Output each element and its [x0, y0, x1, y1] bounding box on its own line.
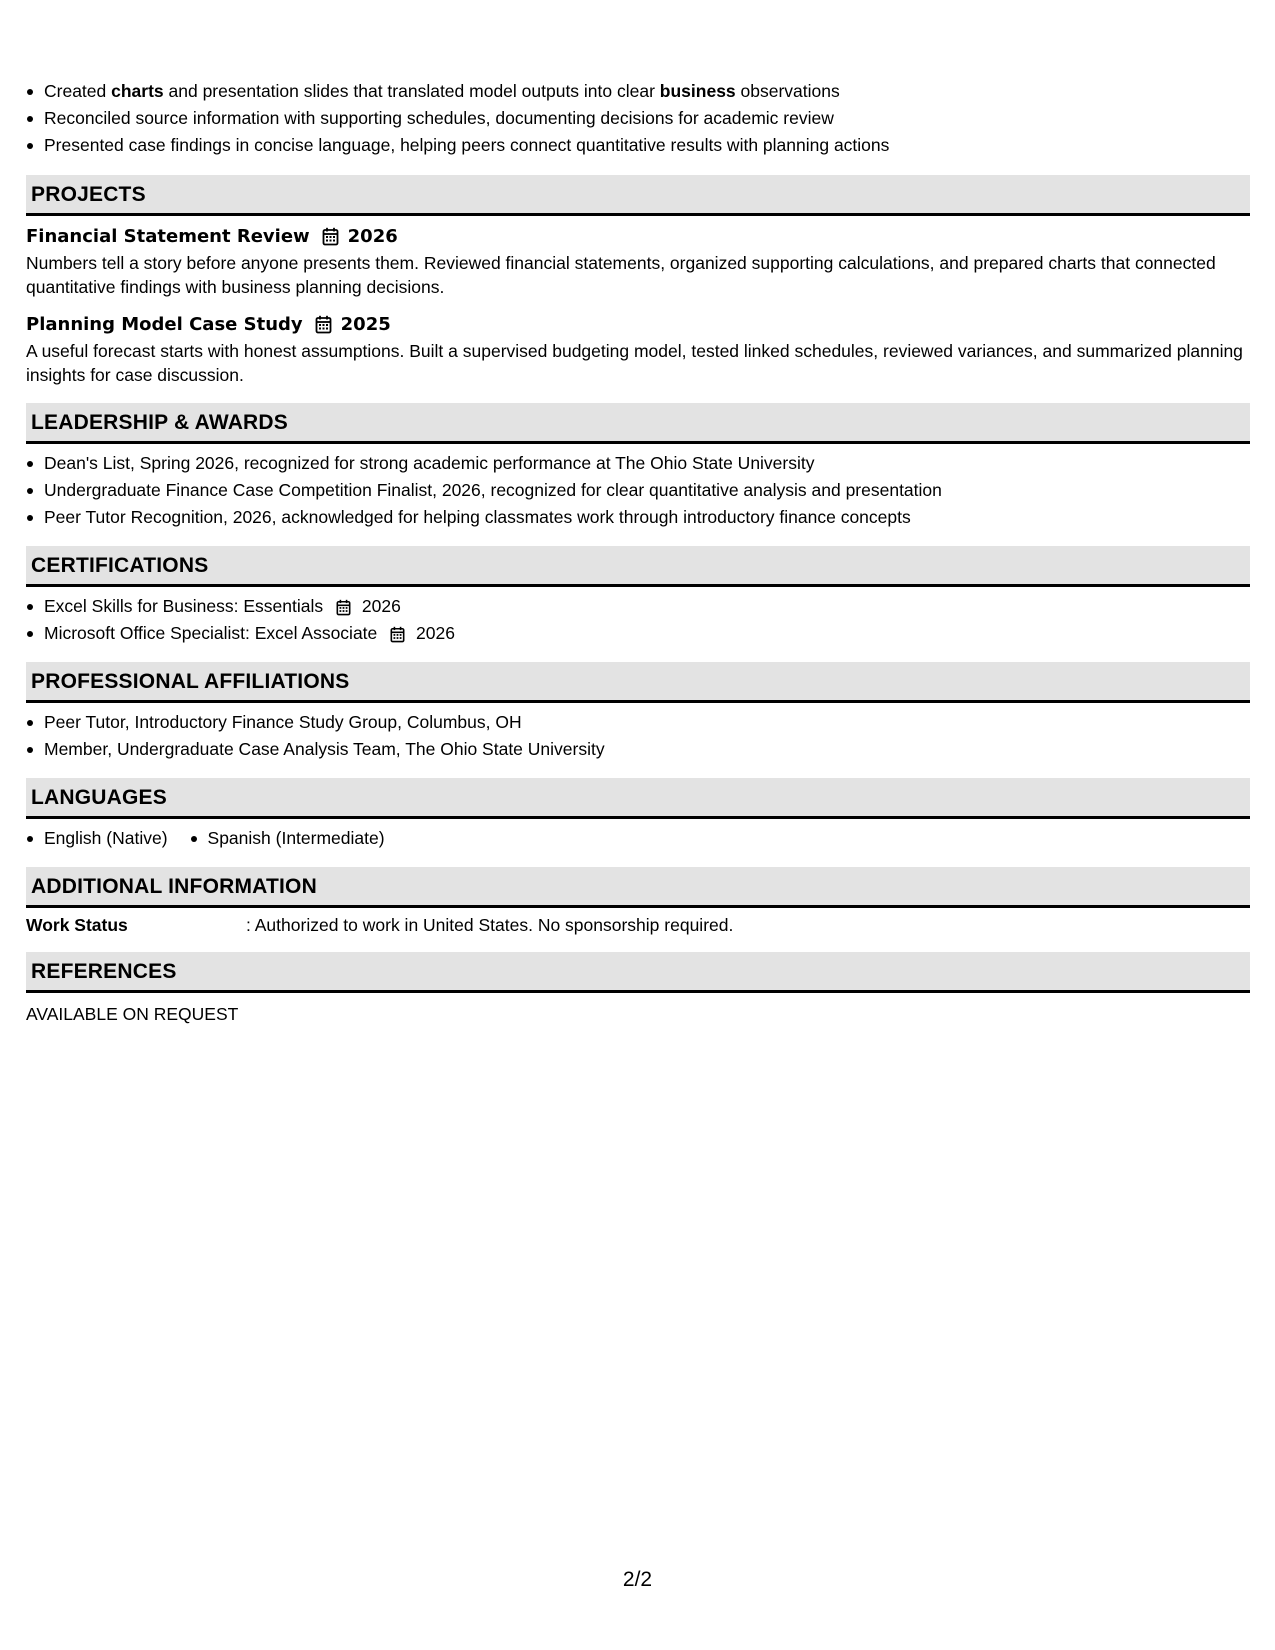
- certifications-list: [26, 593, 1250, 647]
- experience-bullet: Reconciled source information with supporting schedules, documenting decisions for academic review: [44, 105, 1250, 132]
- references-heading: REFERENCES: [26, 952, 1250, 993]
- experience-bullets: [26, 78, 1250, 159]
- certification-item: [44, 620, 1250, 647]
- languages-heading: LANGUAGES: [26, 778, 1250, 819]
- certification-name: Microsoft Office Specialist: Excel Associate: [44, 623, 378, 643]
- affiliations-heading: PROFESSIONAL AFFILIATIONS: [26, 662, 1250, 703]
- project-item: [26, 221, 1250, 299]
- calendar-icon: [390, 626, 405, 643]
- list-item: Member, Undergraduate Case Analysis Team, The Ohio State University: [44, 736, 1250, 763]
- references-text: AVAILABLE ON REQUEST: [26, 1004, 239, 1024]
- resume-page: [26, 78, 1250, 1027]
- certification-item: [44, 593, 1250, 620]
- work-status-row: [26, 911, 1250, 939]
- experience-bullet: Created charts and presentation slides that translated model outputs into clear business observations: [44, 78, 1250, 105]
- language-item: English (Native): [44, 825, 168, 852]
- project-description: Numbers tell a story before anyone presents them. Reviewed financial statements, organized supporting calculations, and prepared charts that connected quantitative findings with business planning decisions.: [26, 253, 1216, 297]
- list-item: Undergraduate Finance Case Competition Finalist, 2026, recognized for clear quantitative analysis and presentation: [44, 477, 1250, 504]
- certifications-heading: CERTIFICATIONS: [26, 546, 1250, 587]
- leadership-list: [26, 450, 1250, 531]
- project-year: 2026: [347, 225, 398, 247]
- calendar-icon: [322, 227, 339, 246]
- project-year: 2025: [340, 313, 391, 335]
- calendar-icon: [336, 599, 351, 616]
- experience-bullet: Presented case findings in concise language, helping peers connect quantitative results with planning actions: [44, 132, 1250, 159]
- project-title-row: [26, 309, 1250, 339]
- affiliations-list: [26, 709, 1250, 763]
- list-item: Peer Tutor, Introductory Finance Study Group, Columbus, OH: [44, 709, 1250, 736]
- list-item: Dean's List, Spring 2026, recognized for strong academic performance at The Ohio State University: [44, 450, 1250, 477]
- project-item: [26, 309, 1250, 387]
- languages-list: [26, 825, 1250, 852]
- additional-heading: ADDITIONAL INFORMATION: [26, 867, 1250, 908]
- projects-heading: PROJECTS: [26, 175, 1250, 216]
- language-item: Spanish (Intermediate): [208, 825, 385, 852]
- calendar-icon: [315, 315, 332, 334]
- certification-year: 2026: [416, 623, 455, 643]
- work-status-label: Work Status: [26, 915, 128, 935]
- page-number: 2/2: [622, 1568, 653, 1591]
- work-status-value: : Authorized to work in United States. No sponsorship required.: [246, 915, 734, 935]
- project-title-row: [26, 221, 1250, 251]
- project-title: Financial Statement Review: [26, 225, 310, 247]
- certification-name: Excel Skills for Business: Essentials: [44, 596, 324, 616]
- list-item: Peer Tutor Recognition, 2026, acknowledged for helping classmates work through introductory finance concepts: [44, 504, 1250, 531]
- project-description: A useful forecast starts with honest assumptions. Built a supervised budgeting model, tested linked schedules, reviewed variances, and summarized planning insights for case discussion.: [26, 341, 1243, 385]
- certification-year: 2026: [361, 596, 401, 616]
- project-title: Planning Model Case Study: [26, 313, 303, 335]
- leadership-heading: LEADERSHIP & AWARDS: [26, 403, 1250, 444]
